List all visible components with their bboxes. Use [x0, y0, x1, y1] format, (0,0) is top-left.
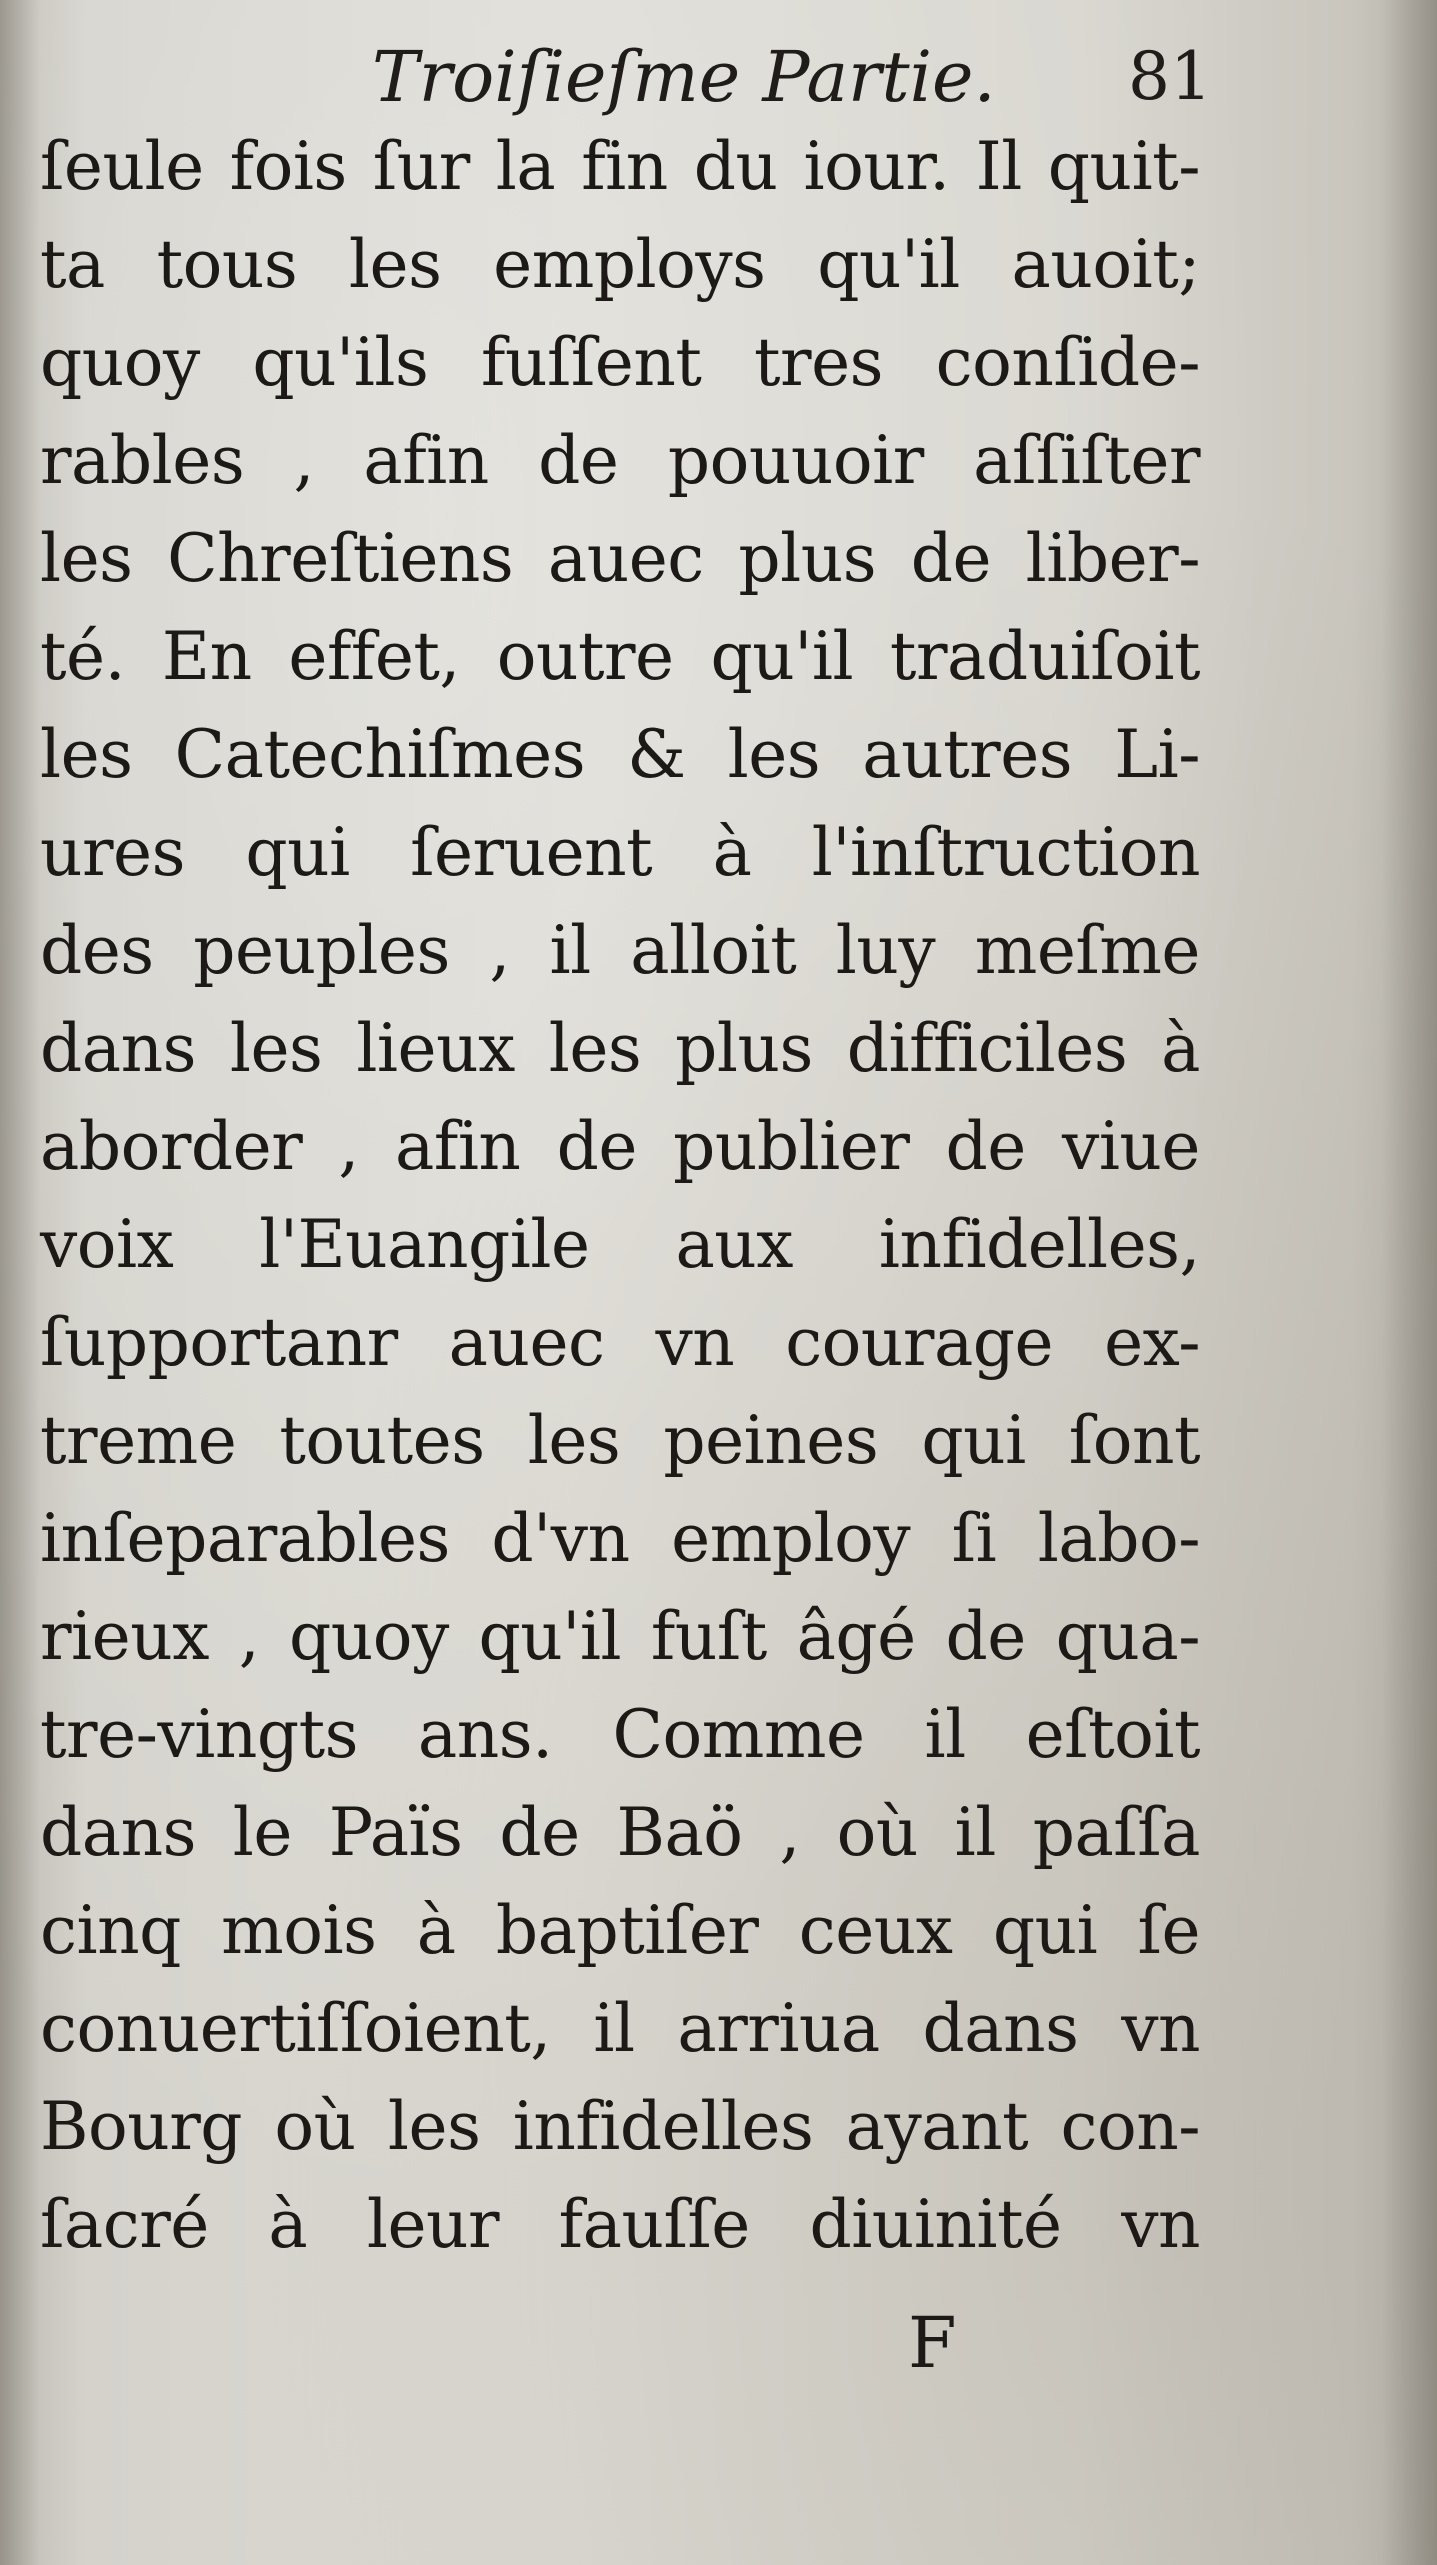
body-text: [40, 118, 1200, 2274]
text-line: dans les lieux les plus difficiles à: [40, 1010, 1200, 1087]
text-line: ures qui ſeruent à l'inſtruction: [40, 814, 1200, 891]
text-line: rables , afin de pouuoir aſſiſter: [40, 422, 1200, 499]
gutter-shadow: [0, 0, 40, 2565]
text-line: conuertiſſoient, il arriua dans vn: [40, 1990, 1200, 2067]
text-line: inſeparables d'vn employ ſi labo-: [40, 1500, 1200, 1577]
text-line: cinq mois à baptiſer ceux qui ſe: [40, 1892, 1200, 1969]
text-line: ſupportanr auec vn courage ex-: [40, 1304, 1200, 1381]
page-number: 81: [1128, 38, 1212, 115]
text-line: rieux , quoy qu'il fuſt âgé de qua-: [40, 1598, 1200, 1675]
text-line: ſacré à leur fauſſe diuinité vn: [40, 2186, 1200, 2263]
text-line: aborder , afin de publier de viue: [40, 1108, 1200, 1185]
text-line: les Chreſtiens auec plus de liber-: [40, 520, 1200, 597]
text-line: quoy qu'ils fuſſent tres conſide-: [40, 324, 1200, 401]
text-line: treme toutes les peines qui ſont: [40, 1402, 1200, 1479]
page-edge-shadow: [1382, 0, 1437, 2565]
text-line: dans le Païs de Baö , où il paſſa: [40, 1794, 1200, 1871]
running-head: Troiſieſme Partie.: [372, 36, 996, 118]
text-line: des peuples , il alloit luy meſme: [40, 912, 1200, 989]
text-line: les Catechiſmes & les autres Li-: [40, 716, 1200, 793]
text-line: voix l'Euangile aux infidelles,: [40, 1206, 1200, 1283]
text-line: Bourg où les infidelles ayant con-: [40, 2088, 1200, 2165]
signature-mark: F: [908, 2302, 957, 2384]
text-line: ta tous les employs qu'il auoit;: [40, 226, 1200, 303]
text-line: té. En effet, outre qu'il traduiſoit: [40, 618, 1200, 695]
text-line: ſeule fois ſur la fin du iour. Il quit-: [40, 128, 1200, 205]
text-line: tre-vingts ans. Comme il eſtoit: [40, 1696, 1200, 1773]
